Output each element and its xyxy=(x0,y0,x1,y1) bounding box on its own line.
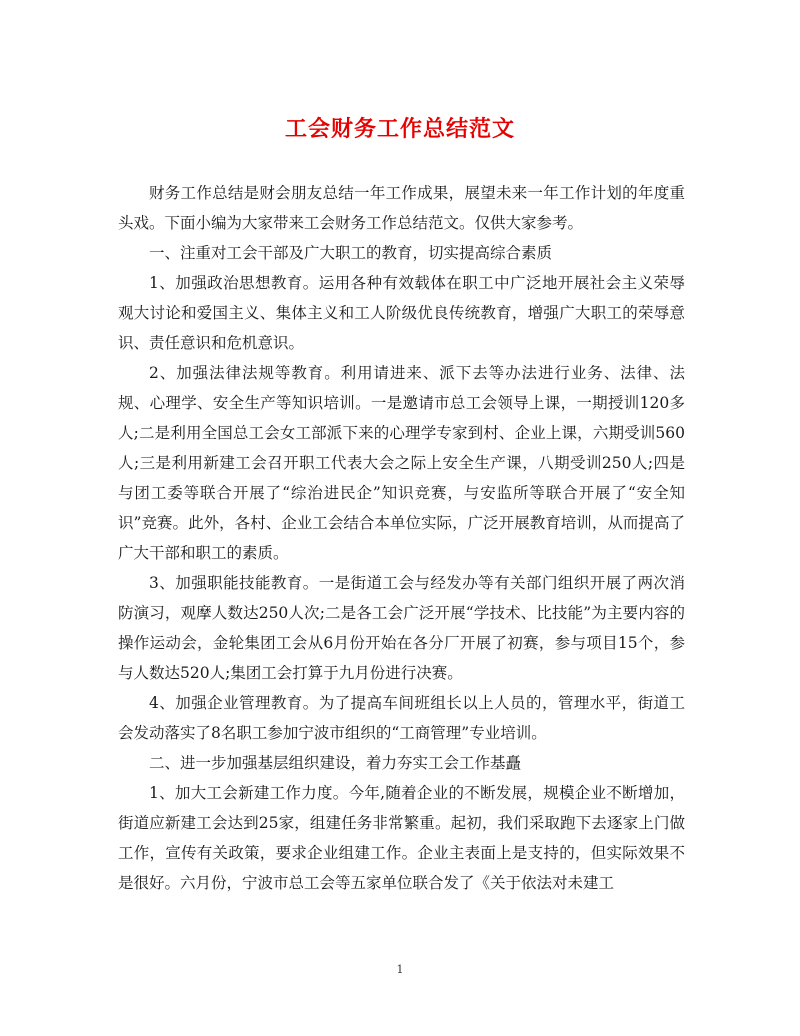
paragraph-intro: 财务工作总结是财会朋友总结一年工作成果，展望未来一年工作计划的年度重头戏。下面小编为大家带来工会财务工作总结范文。仅供大家参考。 xyxy=(118,184,685,232)
paragraph-1-4: 4、加强企业管理教育。为了提高车间班组长以上人员的，管理水平，街道工会发动落实了8名职工参加宁波市组织的“工商管理”专业培训。 xyxy=(118,694,685,742)
paragraph-2-1: 1、加大工会新建工作力度。今年,随着企业的不断发展，规模企业不断增加，街道应新建工会达到25家，组建任务非常繁重。起初，我们采取跑下去逐家上门做工作，宣传有关政策，要求企业组建工作。企业主表面上是支持的，但实际效果不是很好。六月份，宁波市总工会等五家单位联合发了《关于依法对未建工 xyxy=(118,784,685,892)
section-heading-1: 一、注重对工会干部及广大职工的教育，切实提高综合素质 xyxy=(149,244,553,262)
document-title: 工会财务工作总结范文 xyxy=(284,116,515,142)
paragraph-1-3: 3、加强职能技能教育。一是街道工会与经发办等有关部门组织开展了两次消防演习，观摩人数达250人次;二是各工会广泛开展“学技术、比技能”为主要内容的操作运动会，金轮集团工会从6月份开始在各分厂开展了初赛，参与项目15个，参与人数达520人;集团工会打算于九月份进行决赛。 xyxy=(118,574,685,682)
paragraph-1-2: 2、加强法律法规等教育。利用请进来、派下去等办法进行业务、法律、法规、心理学、安全生产等知识培训。一是邀请市总工会领导上课，一期授训120多人;二是利用全国总工会女工部派下来的心理学专家到村、企业上课，六期受训560人;三是利用新建工会召开职工代表大会之际上安全生产课，八期受训250人;四是与团工委等联合开展了“综治进民企”知识竞赛，与安监所等联合开展了“安全知识”竞赛。此外，各村、企业工会结合本单位实际，广泛开展教育培训，从而提高了广大干部和职工的素质。 xyxy=(118,364,685,562)
page-number: 1 xyxy=(396,963,404,976)
section-heading-2: 二、进一步加强基层组织建设，着力夯实工会工作基矗 xyxy=(149,754,522,772)
paragraph-1-1: 1、加强政治思想教育。运用各种有效载体在职工中广泛地开展社会主义荣辱观大讨论和爱国主义、集体主义和工人阶级优良传统教育，增强广大职工的荣辱意识、责任意识和危机意识。 xyxy=(118,274,685,352)
document-body xyxy=(118,178,685,898)
